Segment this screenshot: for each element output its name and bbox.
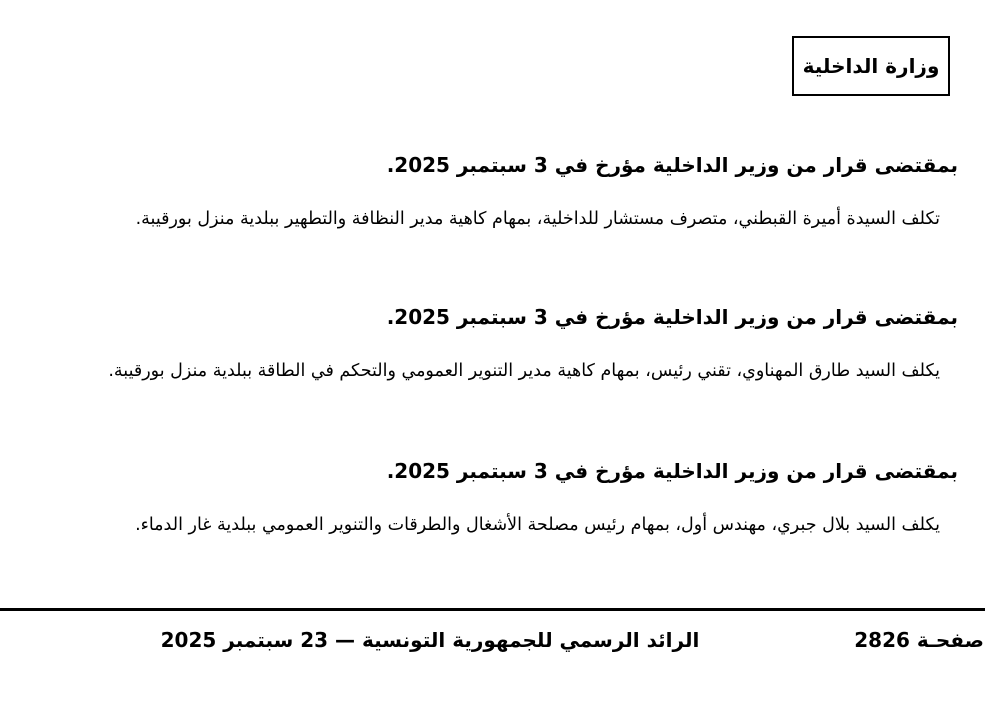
footer-page-number: صفحـة 2826 bbox=[854, 628, 984, 652]
footer-divider bbox=[0, 608, 985, 611]
decree-section-2 bbox=[10, 302, 958, 384]
ministry-name: وزارة الداخلية bbox=[802, 54, 940, 78]
ministry-header-box bbox=[792, 36, 950, 96]
decree-section-1 bbox=[10, 150, 958, 232]
decree-body: تكلف السيدة أميرة القبطني، متصرف مستشار للداخلية، بمهام كاهية مدير النظافة والتطهير ببلدية منزل بورقيبة. bbox=[135, 209, 940, 229]
decree-heading: بمقتضى قرار من وزير الداخلية مؤرخ في 3 سبتمبر 2025. bbox=[386, 305, 958, 329]
footer-journal-title: الرائد الرسمي للجمهورية التونسية — 23 سبتمبر 2025 bbox=[160, 628, 700, 652]
decree-body: يكلف السيد بلال جبري، مهندس أول، بمهام رئيس مصلحة الأشغال والطرقات والتنوير العمومي ببلدية غار الدماء. bbox=[135, 515, 940, 535]
decree-section-3 bbox=[10, 456, 958, 538]
decree-heading: بمقتضى قرار من وزير الداخلية مؤرخ في 3 سبتمبر 2025. bbox=[386, 153, 958, 177]
decree-body: يكلف السيد طارق المهناوي، تقني رئيس، بمهام كاهية مدير التنوير العمومي والتحكم في الطاقة ببلدية منزل بورقيبة. bbox=[108, 361, 940, 381]
decree-heading: بمقتضى قرار من وزير الداخلية مؤرخ في 3 سبتمبر 2025. bbox=[386, 459, 958, 483]
